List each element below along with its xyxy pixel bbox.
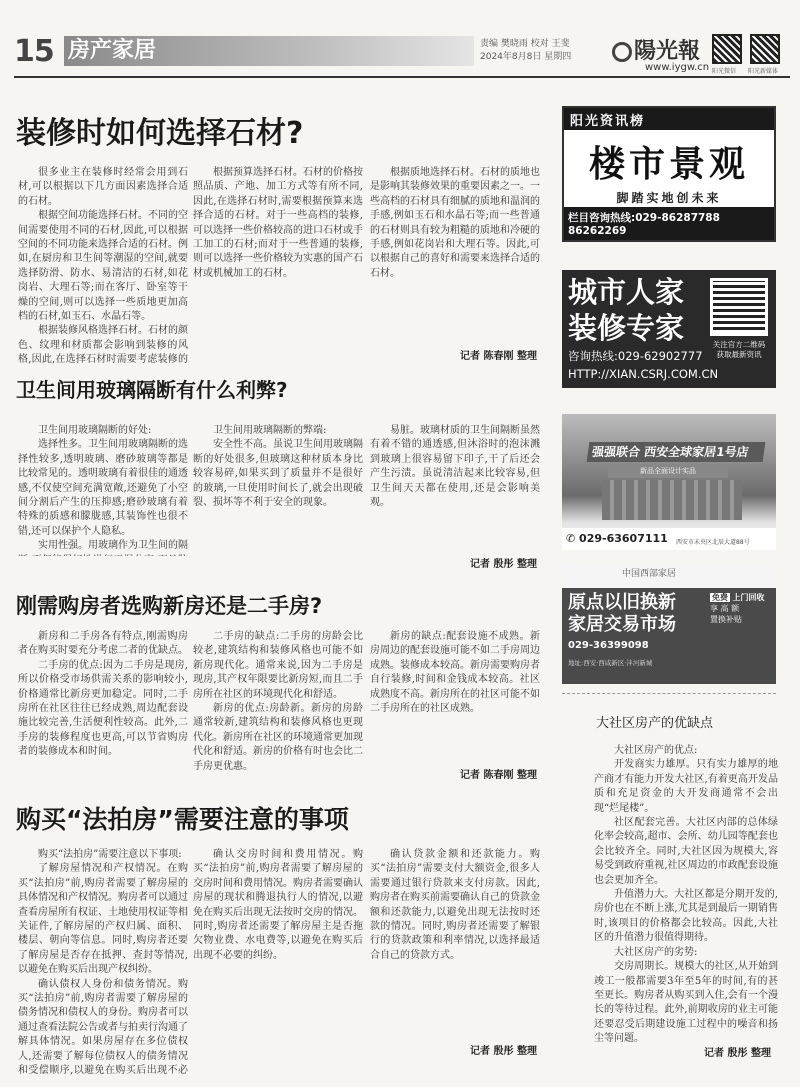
paragraph: 卫生间用玻璃隔断的弊端: — [213, 425, 327, 436]
ad2-qr-caption: 关注官方二维码 获取最新资讯 — [712, 340, 766, 359]
article3-title: 刚需购房者选购新房还是二手房? — [16, 594, 323, 618]
paragraph: 购买“法拍房”需要注意以下事项: — [38, 849, 182, 860]
paragraph: 确认贷款金额和还款能力。购买“法拍房”需要支付大额资金,很多人需要通过银行贷款来支付房款。因此,购房者在购买前需要确认自己的贷款金额和还款能力,以避免出现无法按时还款的情况。同时,购房者还需要了解银行的贷款政策和利率情况,以选择最适合自己的贷款方式。 — [370, 849, 540, 961]
sun-logo-icon — [612, 42, 632, 62]
ad4-tag-free: 免费 — [712, 593, 728, 602]
ad2-hotline: 咨询热线:029-62902777 — [568, 349, 703, 363]
paragraph: 安全性不高。虽说卫生间用玻璃隔断的好处很多,但玻璃这种材质本身比较容易碎,如果买到了质量并不是很好的玻璃,一旦使用时间长了,就会出现破裂、损坏等不利于安全的现象。 — [193, 439, 363, 509]
building-image — [602, 480, 742, 520]
paragraph: 根据质地选择石材。石材的质地也是影响其装修效果的重要因素之一。一些高档的石材具有细腻的质地和温润的手感,例如玉石和水晶石等;而一些普通的石材则具有较为粗糙的质地和冷硬的手感,例如花岗岩和大理石等。因此,可以根据自己的喜好和需要来选择合适的石材。 — [370, 167, 540, 279]
divider — [562, 693, 776, 694]
article4-title: 购买“法拍房”需要注意的事项 — [16, 805, 349, 834]
paragraph: 社区配套完善。大社区内部的总体绿化率会较高,超市、会所、幼儿园等配套也会比较齐全。同时,大社区因为规模大,容易受到政府重视,社区周边的市政配套设施也会更加齐全。 — [594, 817, 778, 886]
paragraph: 二手房的缺点:二手房的房龄会比较老,建筑结构和装修风格也可能不如新房现代化。通常来说,因为二手房是现房,其产权年限要比新房短,而且二手房所在社区的环境现代化和舒适。 — [193, 631, 363, 700]
ad2-main-line1: 城市人家 — [568, 275, 685, 309]
ad4-main-line2: 家居交易市场 — [568, 614, 676, 635]
ad4-tag4: 置换补贴 — [710, 615, 742, 624]
ad-furniture-market[interactable] — [562, 562, 776, 684]
article5-byline: 记者 殷彤 整理 — [704, 1048, 771, 1059]
paragraph: 实用性强。用玻璃作为卫生间的隔 — [38, 540, 188, 552]
article3-col2 — [193, 630, 363, 774]
header-rule — [14, 76, 790, 78]
paragraph: 新房的缺点:配套设施不成熟。新房周边的配套设施可能不如二手房周边成熟。装修成本较高。新房需要购房者自行装修,时间和金钱成本较高。社区成熟度不高。新房所在的社区可能不如二手房所在的社区成熟。 — [370, 631, 540, 715]
ad4-panel — [562, 588, 776, 684]
paragraph: 大社区房产的优点: — [614, 745, 698, 756]
paragraph: 易脏。玻璃材质的卫生间隔断虽然有着不错的通透感,但沐浴时的泡沫溅到玻璃上很容易留下印子,干了后还会产生污渍。虽说清洁起来比较容易,但卫生间天天都在使用,还是会影响美观。 — [370, 425, 540, 509]
ad-loushi-jingguan[interactable] — [562, 106, 776, 242]
qr-code-icon — [750, 34, 780, 64]
paragraph: 选择性多。卫生间用玻璃隔断的选择性较多,透明玻璃、磨砂玻璃等都是比较常见的。透明玻璃有着很佳的通透感,不仅使空间充满宽敞,还避免了小空间分割后产生的压抑感;磨砂玻璃有着特殊的质感和朦胧感,其装饰性也很不错,还可以保护个人隐私。 — [18, 439, 188, 537]
ad-home-store[interactable] — [562, 414, 776, 550]
article2-col1 — [18, 424, 188, 556]
brand-name: 陽光報 — [634, 38, 701, 64]
article1-byline: 记者 陈春刚 整理 — [460, 351, 537, 362]
article1-col3 — [370, 166, 540, 346]
paragraph: 确认债权人身份和债务情况。购买“法拍房”前,购房者需要了解房屋的债务情况和债权人的身份。购房者可以通过查看法院公告或者与拍卖行沟通了解具体情况。如果房屋存在多位债权人,还需要了解每位债权人的债务情况和受偿顺序,以避免在购买后出现不必 — [18, 978, 188, 1077]
edition-meta — [480, 38, 571, 64]
article5-col — [594, 744, 778, 1044]
ad2-main-line2: 装修专家 — [568, 311, 685, 345]
article2-title: 卫生间用玻璃隔断有什么利弊? — [16, 378, 288, 402]
qr-label-2: 阳光新媒体 — [748, 68, 779, 75]
ad1-footer: 栏目咨询热线:029-86287788 86262269 — [564, 207, 774, 240]
paragraph: 大社区房产的劣势: — [614, 946, 698, 958]
article3-col3 — [370, 630, 540, 766]
ad4-logo: 中国西部家居 — [622, 569, 677, 579]
paragraph: 新房的优点:房龄新。新房的房龄通常较新,建筑结构和装修风格也更现代化。新房所在社区的环境通常更加现代化和舒适。新房的价格有时也会比二手房更优惠。 — [193, 703, 363, 772]
article2-col2 — [193, 424, 363, 556]
paragraph: 根据空间功能选择石材。不同的空间需要使用不同的石材,因此,可以根据空间的不同功能来选择合适的石材。例如,在厨房和卫生间等潮湿的空间,就要选择防滑、防水、易清洁的石材,如花岗岩、大理石等;而在客厅、卧室等干燥的空间,则可以选择一些质地更加高档的石材,如玉石、水晶石等。 — [18, 210, 188, 323]
ad3-phone-number: 029-63607111 — [579, 532, 668, 545]
ad4-tags — [710, 592, 765, 625]
phone-icon: ✆ — [566, 532, 580, 545]
editor-line: 责编 樊晓雨 校对 王斐 — [480, 39, 570, 49]
page-number: 15 — [14, 34, 54, 69]
ad2-main — [568, 274, 684, 346]
article4-col3 — [370, 848, 540, 1038]
paragraph: 卫生间用玻璃隔断的好处: — [38, 425, 152, 436]
ad4-tag3: 享 高 额 — [710, 604, 740, 613]
paragraph: 根据装修风格选择石材。石材的颜色、纹理和材质都会影响到装修的风格,因此,在选择石材时需要考虑装修的 — [18, 325, 188, 364]
date-line: 2024年8月8日 星期四 — [480, 52, 572, 62]
ad4-phone: 029-36399098 — [568, 640, 649, 651]
paragraph: 开发商实力雄厚。只有实力雄厚的地产商才有能力开发大社区,有着更高开发品质和充足资金的大开发商通常不会出现“烂尾楼”。 — [594, 759, 778, 814]
article1-col1 — [18, 166, 188, 364]
article2-col3 — [370, 424, 540, 548]
article5-title: 大社区房产的优缺点 — [596, 716, 714, 731]
section-title: 房产家居 — [64, 36, 474, 66]
ad4-main-line1: 原点以旧换新 — [568, 592, 676, 613]
paragraph: 交房周期长。规模大的社区,从开始到竣工一般都需要3年至5年的时间,有的甚至更长。购房者从购买到入住,会有一个漫长的等待过程。此外,前期收房的业主可能还要忍受后期建设施工过程中的噪音和扬尘等问题。 — [594, 961, 778, 1044]
article1-title: 装修时如何选择石材? — [16, 116, 304, 151]
paragraph: 确认交房时间和费用情况。购买“法拍房”前,购房者需要了解房屋的交房时间和费用情况。购房者需要确认房屋的现状和腾退执行人的情况,以避免在购买后出现无法按时交房的情况。同时,购房者还需要了解房屋主是否拖欠物业费、水电费等,以避免在购买后出现不必要的纠纷。 — [193, 849, 363, 961]
ad-city-home[interactable] — [562, 270, 776, 388]
ad4-address: 地址:西安·西咸新区·沣河新城 — [568, 659, 653, 667]
ad3-address: 西安市未央区北辰大道88号 — [676, 539, 750, 546]
ad1-main: 楼市景观 — [588, 143, 749, 185]
newspaper-brand — [612, 34, 700, 65]
paragraph: 升值潜力大。大社区都是分期开发的,房价也在不断上涨,尤其是到最后一期销售时,该项目的价格都会比较高。因此,大社区的升值潜力很值得期待。 — [594, 889, 778, 944]
article4-col1 — [18, 848, 188, 1078]
paragraph: 很多业主在装修时经常会用到石材,可以根据以下几方面因素选择合适的石材。 — [18, 167, 188, 207]
ad4-tag-pickup: 上门回收 — [732, 593, 765, 602]
paragraph: 二手房的优点:因为二手房是现房,所以价格受市场供需关系的影响较小,价格通常比新房更加稳定。同时,二手房所在社区往往已经成熟,周边配套设施比较完善,生活便利性较高。此外,二手房的装修程度也更高,可以节省购房者的装修成本和时间。 — [18, 659, 188, 758]
ad3-banner: 强强联合 西安全球家居1号店 — [587, 442, 766, 462]
paragraph: 了解房屋情况和产权情况。在购买“法拍房”前,购房者需要了解房屋的具体情况和产权情况。购房者可以通过查看房屋所有权证、土地使用权证等相关证件,了解房屋的产权归属、面积、楼层、朝向等信息。同时,购房者还要了解房屋是否存在抵押、查封等情况,以避免在购买后出现产权纠纷。 — [18, 863, 188, 976]
page-header — [0, 32, 800, 75]
paragraph: 新房和二手房各有特点,刚需购房者在购买时要充分考虑二者的优缺点。 — [18, 631, 188, 657]
article3-col1 — [18, 630, 188, 774]
qr-code-icon — [712, 34, 742, 64]
article4-byline: 记者 殷彤 整理 — [470, 1046, 537, 1057]
article3-byline: 记者 陈春刚 整理 — [460, 770, 537, 781]
ad2-url[interactable]: HTTP://XIAN.CSRJ.COM.CN — [568, 367, 719, 381]
article2-byline: 记者 殷彤 整理 — [470, 559, 537, 570]
ad3-sub: 新品全面设计实品 — [608, 464, 728, 478]
ad4-main — [568, 592, 676, 636]
article4-col2 — [193, 848, 363, 1078]
qr-code-icon — [710, 278, 768, 336]
website-url[interactable]: www.iygw.cn — [645, 62, 710, 73]
article1-col2 — [193, 166, 363, 364]
qr-label-1: 阳光微信 — [712, 68, 737, 75]
paragraph: 根据预算选择石材。石材的价格按照品质、产地、加工方式等有所不同,因此,在选择石材时,需要根据预算来选择合适的石材。对于一些高档的装修,可以选择一些价格较高的进口石材或手工加工的石材;而对于一些普通的装修,则可以选择一些价格较为实惠的国产石材或机械加工的石材。 — [193, 167, 363, 279]
ad1-sub: 脚踏实地创未来 — [616, 191, 722, 205]
ad1-top: 阳光资讯榜 — [564, 108, 774, 130]
